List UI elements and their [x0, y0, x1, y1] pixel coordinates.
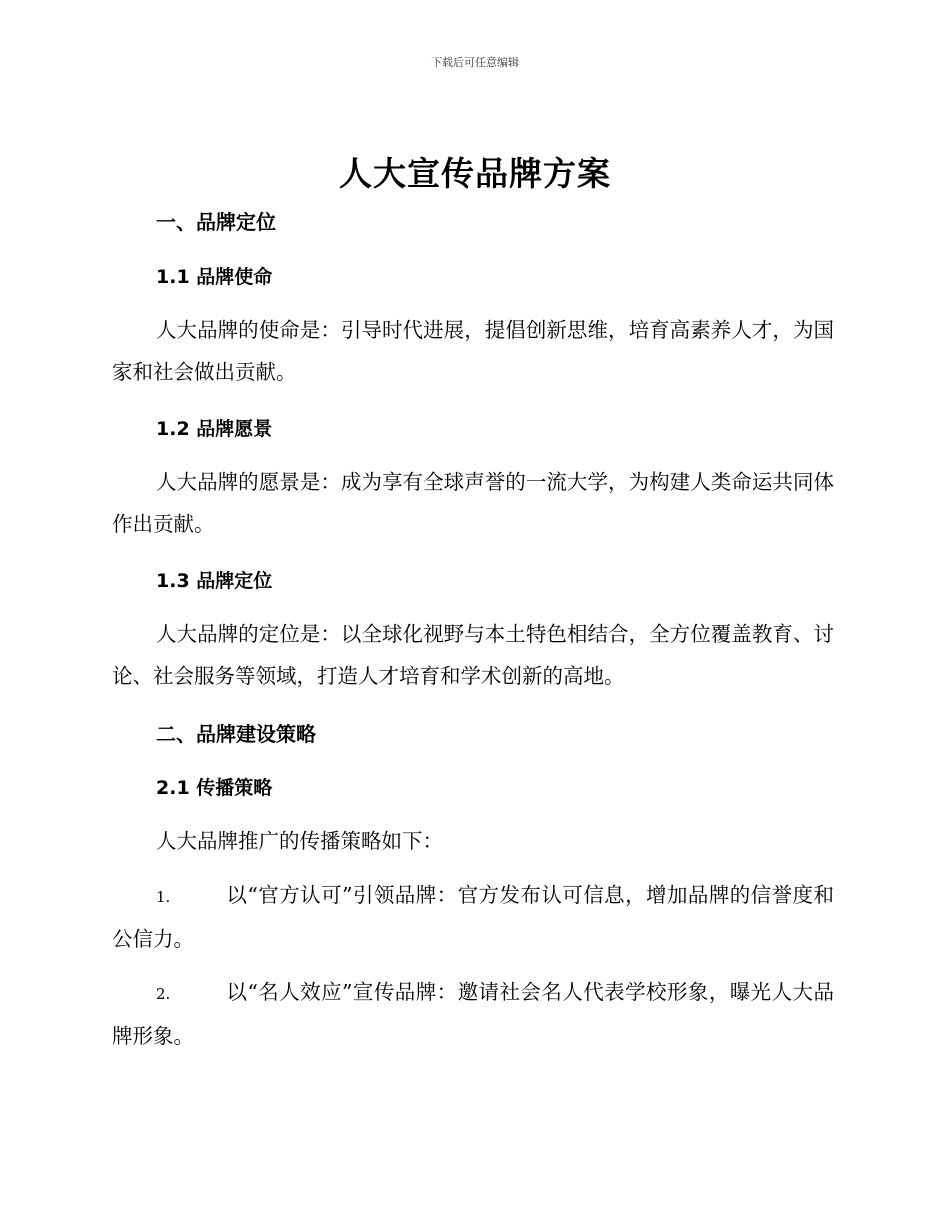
list-item-1	[112, 874, 834, 960]
section-2-1-heading: 2.1 传播策略	[156, 777, 273, 799]
section-1-3-paragraph: 人大品牌的定位是：以全球化视野与本土特色相结合，全方位覆盖教育、讨论、社会服务等领域，打造人才培育和学术创新的高地。	[112, 622, 834, 688]
section-1-2-body-wrap	[112, 461, 834, 545]
section-1-3-body-wrap	[112, 613, 834, 697]
section-1-1-paragraph: 人大品牌的使命是：引导时代进展，提倡创新思维，培育高素养人才，为国家和社会做出贡献。	[112, 318, 834, 384]
list-item-text: 以“官方认可”引领品牌：官方发布认可信息，增加品牌的信誉度和公信力。	[112, 883, 834, 951]
header-note: 下载后可任意编辑	[431, 56, 519, 69]
section-1-1-heading: 1.1 品牌使命	[156, 266, 273, 288]
list-item-2	[112, 971, 834, 1057]
list-item-text: 以“名人效应”宣传品牌：邀请社会名人代表学校形象，曝光人大品牌形象。	[112, 980, 834, 1048]
section-1-2-heading: 1.2 品牌愿景	[156, 418, 273, 440]
section-2-1-intro: 人大品牌推广的传播策略如下：	[156, 829, 443, 853]
section-2-1-intro-wrap	[112, 820, 834, 862]
section-1-heading: 一、品牌定位	[156, 210, 276, 234]
section-1-heading-wrap	[112, 206, 834, 235]
section-1-1-body-wrap	[112, 309, 834, 393]
section-1-2-paragraph: 人大品牌的愿景是：成为享有全球声誉的一流大学，为构建人类命运共同体作出贡献。	[112, 470, 834, 536]
section-2-heading: 二、品牌建设策略	[156, 722, 316, 746]
section-1-1-heading-wrap	[112, 262, 834, 289]
list-item-number: 1.	[156, 888, 171, 906]
list-item-number: 2.	[156, 985, 171, 1003]
section-1-3-heading: 1.3 品牌定位	[156, 570, 273, 592]
document-title: 人大宣传品牌方案	[339, 154, 611, 193]
section-2-1-heading-wrap	[112, 773, 834, 800]
section-1-2-heading-wrap	[112, 414, 834, 441]
section-2-heading-wrap	[112, 718, 834, 747]
section-1-3-heading-wrap	[112, 566, 834, 593]
